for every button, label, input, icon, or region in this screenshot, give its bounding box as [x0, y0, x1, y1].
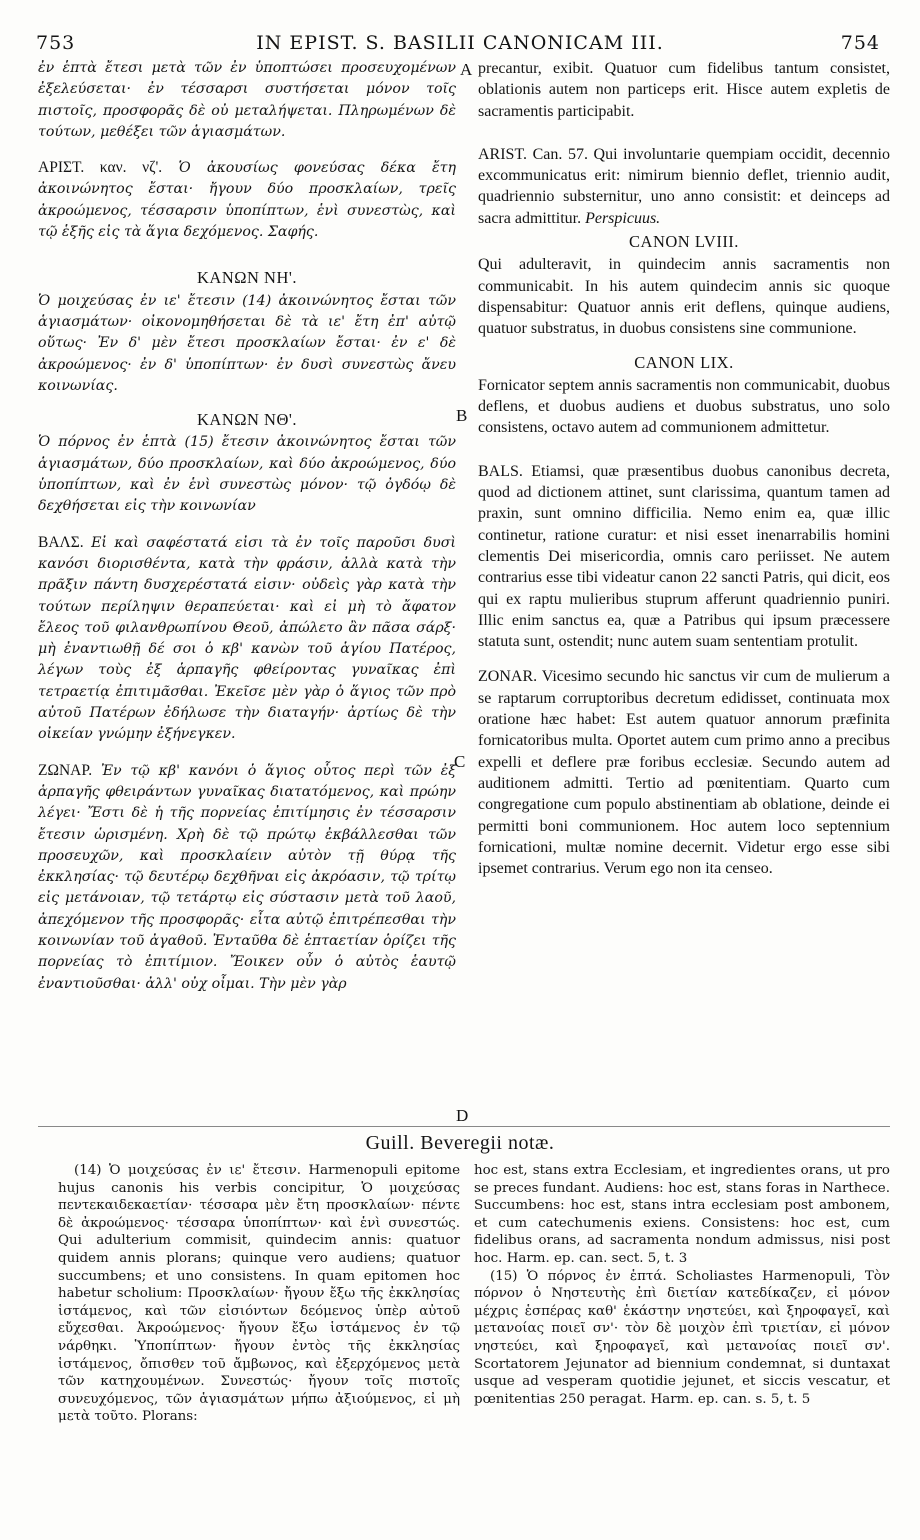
- latin-intro: precantur, exibit. Quatuor cum fidelibus tantum consistet, oblationis autem non particeps erit. Hisce autem expletis de sacramentis participabit.: [478, 60, 890, 120]
- notes-divider: [38, 1126, 890, 1127]
- latin-canon59-title: CANON LIX.: [634, 352, 734, 372]
- page-number-left: 753: [36, 32, 76, 54]
- note-15: (15) Ὁ πόρνος ἐν ἑπτά. Scholiastes Harmenopuli, Τὸν πόρνον ὁ Νηστευτὴς ἐπὶ διετίαν κατεδίκαζεν, εἰ μόνον μέχρις ἑσπέρας καθ' ἑκάστην νηστεύει, καὶ ξηροφαγεῖ, καὶ μετανοίας ποιεῖ σν'· τὸν δὲ μοιχὸν ἐπὶ τριετίαν, εἰ μόνον νηστεύει, καὶ ξηροφαγεῖ, καὶ μετανοίας ποιεῖ σν'. Scortatorem Jejunator ad biennium condemnat, si duntaxat usque ad vesperam quotidie jejunet, et siccis vescatur, et pœnitentias 250 peragat. Harm. ep. can. s. 5, t. 5: [474, 1268, 890, 1407]
- greek-canon58-title: ΚΑΝΩΝ ΝΗ'.: [197, 268, 297, 288]
- greek-canon59-title: ΚΑΝΩΝ ΝΘ'.: [197, 410, 297, 430]
- latin-canon59-text: Fornicator septem annis sacramentis non communicabit, duobus deflens, et duobus audiens et duobus substratus, uno solo consistens, octavo autem ad communionem admittetur.: [478, 376, 890, 437]
- latin-zonar-text: Vicesimo secundo hic sanctus vir cum de mulierum a se raptarum corruptoribus decretum edidisset, continuata mox oratione hæc habet: Est autem quatuor annorum præfinita fornicatoribus multa. Oportet autem cum primo anno a precibus expelli et deflere præ foribus ecclesiæ. Secundo autem ad auditionem admitti. Tertio ad pœnitentiam. Quarto cum congregatione cum populo abstinentiam ab oblatione, deinde ei permitti boni communionem. Hoc autem loco septennium fornicationi, multæ nomine decernit. Videtur ergo esse sibi ipsemet contrarius. Verum ego non ita censeo.: [478, 668, 891, 878]
- running-title: IN EPIST. S. BASILII CANONICAM III.: [256, 32, 664, 54]
- greek-bals: [38, 532, 456, 746]
- greek-arist57: [38, 157, 456, 243]
- latin-bals-label: BALS.: [478, 462, 523, 480]
- greek-arist57-label: ΑΡΙΣΤ. καν. νζ'.: [38, 159, 163, 177]
- page-number-right: 754: [840, 32, 880, 54]
- margin-mark-c: C: [454, 752, 466, 771]
- latin-arist57-label: ARIST.: [478, 145, 528, 163]
- greek-bals-label: ΒΑΛΣ.: [38, 533, 84, 551]
- latin-bals-text: Etiamsi, quæ præsentibus duobus canonibus decreta, quod ad dictionem attinet, sunt clarissima, quantum tamen ad praxin, sunt omnino difficilia. Nemo enim ea, quæ illic continetur, ratione curatur: et nisi esset inenarrabilis homini clementis Dei misericordia, omnis caro periisset. Ne autem contrarius esse tibi videatur canon 22 sancti Patris, qui dicit, eos qui ex raptu mulieribus stuprum afferunt quadriennio puniri. Illic enim sanctus ea, quæ a Patribus qui ipsum præcessere statuta sunt, ostendit; nunc autem suam sententiam protulit.: [478, 462, 891, 651]
- margin-mark-d: D: [456, 1106, 469, 1125]
- greek-intro: ἐν ἑπτὰ ἔτεσι μετὰ τῶν ἐν ὑποπτώσει προσευχομένων ἐξελεύσεται· ἐν τέσσαρσι συστήσεται μόνον τοῖς πιστοῖς, προσφορᾶς δὲ οὐ μεταλήψεται. Πληρωμένων δὲ τούτων, μεθέξει τῶν ἁγιασμάτων.: [38, 60, 456, 140]
- greek-zonar-label: ΖΩΝΑΡ.: [38, 761, 93, 779]
- margin-mark-b: B: [456, 406, 468, 425]
- greek-zonar-text: Ἐν τῷ κβ' κανόνι ὁ ἅγιος οὗτος περὶ τῶν ἐξ ἁρπαγῆς φθειράντων γυναῖκας διατατόμενος, καὶ πρώην λέγει· Ἔστι δὲ ἡ τῆς πορνείας ἐπιτίμησις ἐν τέσσαρσιν ἔτεσιν ὡρισμένη. Χρὴ δὲ τῷ πρώτῳ ἐκβάλλεσθαι τῶν προσευχῶν, καὶ προσκλαίειν αὐτὸν τῇ θύρᾳ τῆς ἐκκλησίας· τῷ δευτέρῳ δεχθῆναι εἰς ἀκρόασιν, τῷ τρίτῳ εἰς μετάνοιαν, τῷ τετάρτῳ εἰς σύστασιν μετὰ τοῦ λαοῦ, ἀπεχόμενον τῆς προσφορᾶς· εἶτα αὐτῷ ἐπιτρέπεσθαι τὴν κοινωνίαν τοῦ ἀγαθοῦ. Ἐνταῦθα δὲ ἑπταετίαν ὁρίζει τῆς πορνείας τὸ ἐπιτίμιον. Ἔοικεν οὖν ὁ αὐτὸς ἑαυτῷ ἐναντιοῦσθαι· ἀλλ' οὐχ οἶμαι. Τὴν μὲν γὰρ: [38, 762, 457, 992]
- notes-heading: Guill. Beveregii notæ.: [365, 1132, 555, 1154]
- latin-zonar: [478, 666, 890, 879]
- latin-arist57: [478, 144, 890, 229]
- note-14-continued: hoc est, stans extra Ecclesiam, et ingredientes orans, ut pro se preces fundant. Audiens: hoc est, stans foras in Narthece. Succumbens: hoc est, stans intra ecclesiam post ambonem, et cum catechumenis exiens. Consistens: hoc est, cum fidelibus orans, ad sacramenta nondum admissus, nisi post hoc. Harm. ep. can. sect. 5, t. 3: [474, 1163, 890, 1266]
- latin-canon58-text: Qui adulteravit, in quindecim annis sacramentis non communicabit. In his autem quindecim annis sic quoque dispensabitur: Quatuor annis erit deflens, quinque audiens, quatuor substratus, in duobus consistens sine communione.: [478, 256, 890, 338]
- margin-mark-a: A: [460, 60, 473, 79]
- greek-column: [38, 58, 456, 995]
- latin-arist57-text: Can. 57. Qui involuntarie quempiam occidit, decennio excommunicatus erit: nimirum biennio deflet, triennio audit, quadriennio substernitur, uno anno consistit: et deinceps ad sacra admittitur.: [478, 145, 890, 227]
- note-14: (14) Ὁ μοιχεύσας ἐν ιε' ἔτεσιν. Harmenopuli epitome hujus canonis his verbis concipitur, Ὁ μοιχεύσας πεντεκαιδεκαετίαν· τέσσαρα μὲν ἔτη προσκλαίων· πέντε δὲ ἀκροώμενος· τέσσαρα ὑποπίπτων· καὶ ἑνὶ συνεστώς. Qui adulterium commisit, quindecim annis: quatuor quidem annis plorans; quinque vero audiens; quatuor succumbens; et uno consistens. In quam epitomen hoc habetur scholium: Προσκλαίων· ἤγουν ἔξω τῆς ἐκκλησίας ἱστάμενος, καὶ τῶν εἰσιόντων δεόμενος ὑπὲρ αὐτοῦ εὔχεσθαι. Ἀκροώμενος· ἤγουν ἔξω ἱστάμενος ἐν τῷ νάρθηκι. Ὑποπίπτων· ἤγουν ἐντὸς τῆς ἐκκλησίας ἱστάμενος, ὄπισθεν τοῦ ἄμβωνος, καὶ ἐξερχόμενος μετὰ τῶν κατηχουμένων. Συνεστώς· ἤγουν τοῖς πιστοῖς συνευχόμενος, τῶν ἁγιασμάτων μήπω ἀξιούμενος, εἰ μὴ μετὰ τοῦτο. Plorans:: [58, 1163, 460, 1425]
- greek-arist57-tail: Σαφής.: [267, 224, 319, 241]
- greek-bals-text: Εἰ καὶ σαφέστατά εἰσι τὰ ἐν τοῖς παροῦσι δυσὶ κανόσι διορισθέντα, κατὰ τὴν φράσιν, ἀλλὰ κατὰ τὴν πρᾶξιν πάντη δυσχερέστατά εἰσιν· οὐδεὶς γὰρ κατὰ τὴν τούτων περίληψιν θεραπεύεται· καὶ εἰ μὴ τὸ ἄφατον ἔλεος τοῦ φιλανθρωπίνου Θεοῦ, ἀπώλετο ἂν πᾶσα σάρξ· μὴ ἐναντιωθῇ δέ σοι ὁ κβ' κανὼν τοῦ ἁγίου Πατέρος, λέγων τοὺς ἐξ ἁρπαγῆς φθείροντας γυναῖκας ἐπὶ τετραετίᾳ ἐπιτιμᾶσθαι. Ἐκεῖσε μὲν γὰρ ὁ ἅγιος τῶν πρὸ αὐτοῦ Πατέρων ἐδήλωσε τὴν διαταγήν· ἀρτίως δὲ τὴν οἰκείαν γνώμην ἐξήνεγκεν.: [38, 534, 456, 743]
- greek-canon58-text: Ὁ μοιχεύσας ἐν ιε' ἔτεσιν (14) ἀκοινώνητος ἔσται τῶν ἁγιασμάτων· οἰκονομηθήσεται δὲ τὰ ιε' ἔτη ἐπ' αὐτῷ οὕτως· Ἐν δ' μὲν ἔτεσι προσκλαίων ἔσται· ἐν ε' δὲ ἀκροώμενος· ἐν δ' ὑποπίπτων· ἐν δυσὶ συνεστὼς ἄνευ κοινωνίας.: [38, 292, 456, 394]
- greek-zonar: [38, 760, 456, 995]
- latin-canon58-title: CANON LVIII.: [629, 232, 739, 252]
- latin-column: [478, 58, 890, 879]
- greek-canon59-text: Ὁ πόρνος ἐν ἑπτὰ (15) ἔτεσιν ἀκοινώνητος ἔσται τῶν ἁγιασμάτων, δύο προσκλαίων, καὶ δύο ἀκροώμενος, δύο ὑποπίπτων, καὶ ἐν ἑνὶ συνεστὼς μόνον· τῷ ὀγδόῳ δὲ δεχθήσεται εἰς τὴν κοινωνίαν: [38, 434, 456, 515]
- notes-left-column: [58, 1162, 460, 1426]
- greek-arist57-text: Ὁ ἀκουσίως φονεύσας δέκα ἔτη ἀκοινώνητος ἔσται· ἤγουν δύο προσκλαίων, τρεῖς ἀκροώμενος, τέσσαρσιν ὑποπίπτων, ἑνὶ συνεστὼς, καὶ τῷ ἑξῆς εἰς τὰ ἅγια δεχόμενος.: [38, 160, 456, 241]
- notes-right-column: [474, 1162, 890, 1408]
- latin-zonar-label: ZONAR.: [478, 668, 538, 686]
- latin-arist57-tail: Perspicuus.: [585, 209, 661, 227]
- latin-bals: [478, 461, 890, 653]
